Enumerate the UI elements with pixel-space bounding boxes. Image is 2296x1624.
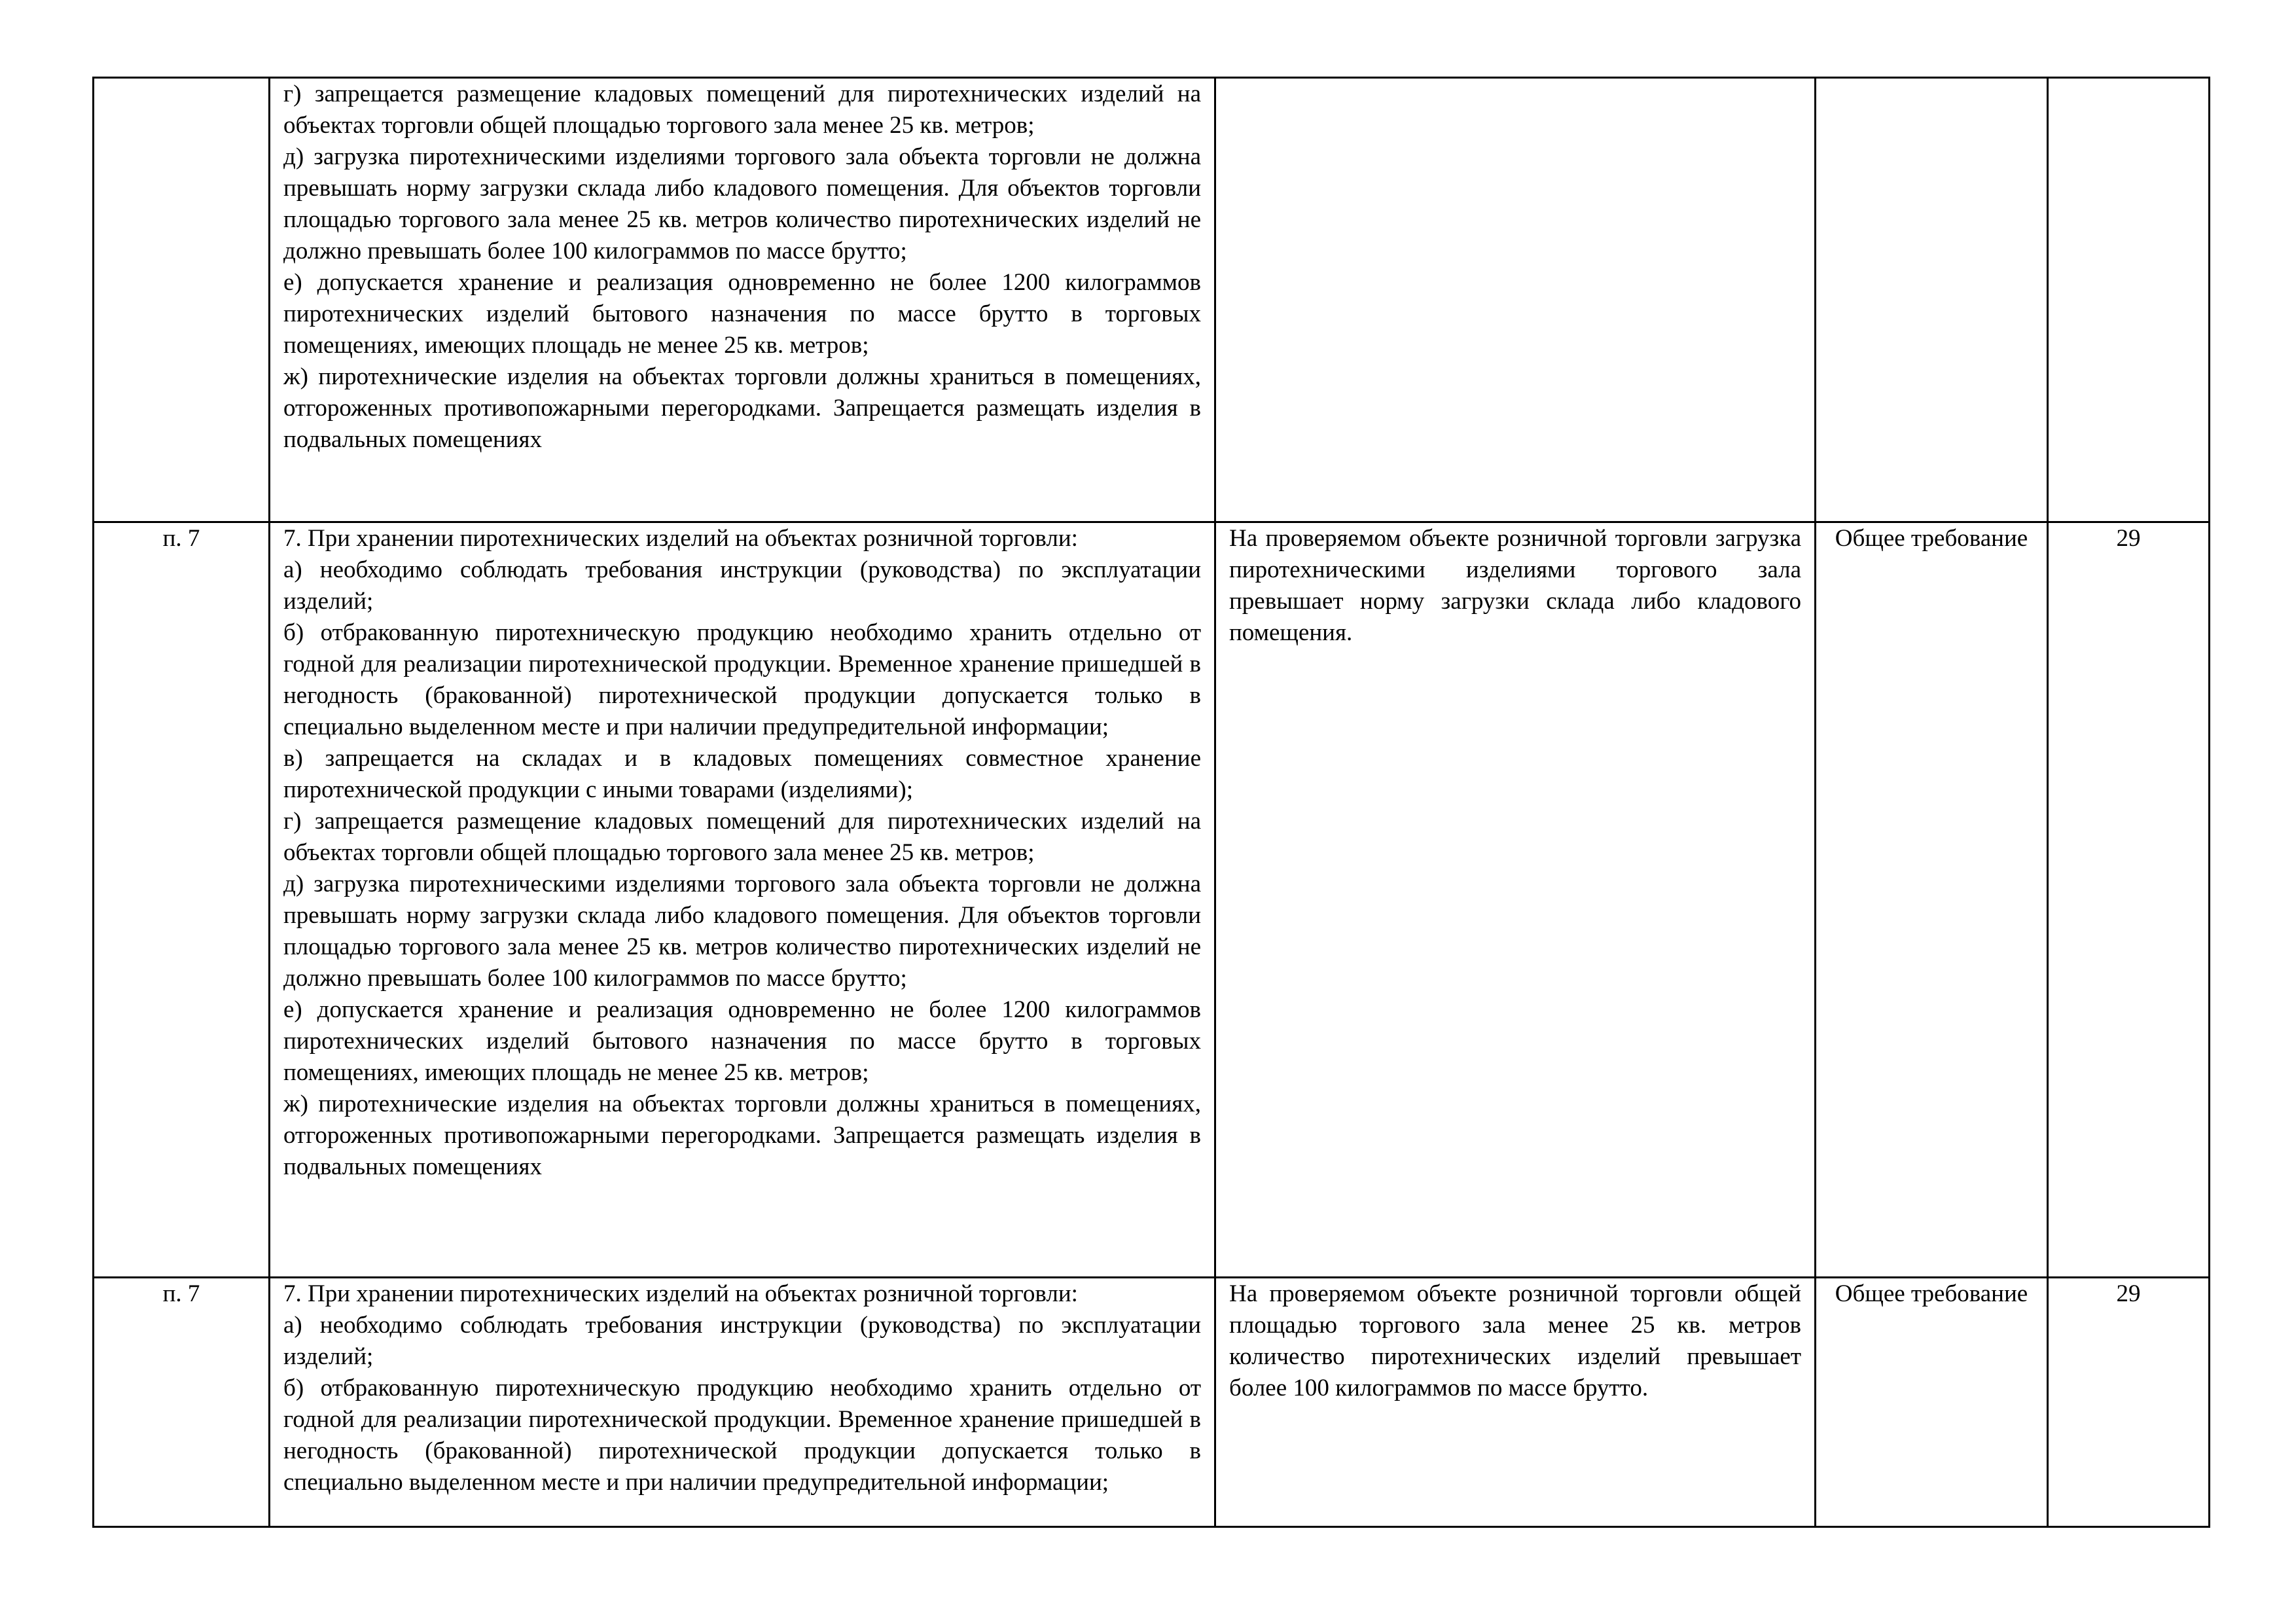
requirement-line: г) запрещается размещение кладовых помещений для пиротехнических изделий на объектах торговли общей площадью торгового зала менее 25 кв. метров; bbox=[283, 808, 1201, 866]
requirement-line: а) необходимо соблюдать требования инструкции (руководства) по эксплуатации изделий; bbox=[283, 1312, 1201, 1370]
requirement-type-cell: Общее требование bbox=[1816, 1278, 2048, 1527]
requirements-table bbox=[92, 77, 2210, 1528]
requirement-line: 7. При хранении пиротехнических изделий на объектах розничной торговли: bbox=[283, 1280, 1078, 1307]
requirement-text-cell bbox=[270, 522, 1215, 1278]
requirement-line: д) загрузка пиротехническими изделиями торгового зала объекта торговли не должна превышать норму загрузки склада либо кладового помещения. Для объектов торговли площадью торгового зала менее 25 кв. метров количество пиротехнических изделий не должно превышать более 100 килограммов по массе брутто; bbox=[283, 143, 1201, 264]
clause-ref-cell bbox=[94, 78, 270, 522]
requirement-line: 7. При хранении пиротехнических изделий на объектах розничной торговли: bbox=[283, 525, 1078, 552]
requirement-line: е) допускается хранение и реализация одновременно не более 1200 килограммов пиротехнических изделий бытового назначения по массе брутто в торговых помещениях, имеющих площадь не менее 25 кв. метров; bbox=[283, 996, 1201, 1086]
requirement-type-cell bbox=[1816, 78, 2048, 522]
requirement-line: д) загрузка пиротехническими изделиями торгового зала объекта торговли не должна превышать норму загрузки склада либо кладового помещения. Для объектов торговли площадью торгового зала менее 25 кв. метров количество пиротехнических изделий не должно превышать более 100 килограммов по массе брутто; bbox=[283, 871, 1201, 992]
requirement-line: ж) пиротехнические изделия на объектах торговли должны храниться в помещениях, отгороженных противопожарными перегородками. Запрещается размещать изделия в подвальных помещениях bbox=[283, 363, 1201, 453]
item-number-cell bbox=[2048, 78, 2210, 522]
item-number-cell: 29 bbox=[2048, 1278, 2210, 1527]
requirement-type-cell: Общее требование bbox=[1816, 522, 2048, 1278]
requirement-line: б) отбракованную пиротехническую продукцию необходимо хранить отдельно от годной для реализации пиротехнической продукции. Временное хранение пришедшей в негодность (бракованной) пиротехнической продукции допускается только в специально выделенном месте и при наличии предупредительной информации; bbox=[283, 619, 1201, 740]
requirement-line: б) отбракованную пиротехническую продукцию необходимо хранить отдельно от годной для реализации пиротехнической продукции. Временное хранение пришедшей в негодность (бракованной) пиротехнической продукции допускается только в специально выделенном месте и при наличии предупредительной информации; bbox=[283, 1375, 1201, 1496]
clause-ref-cell: п. 7 bbox=[94, 522, 270, 1278]
table-row bbox=[94, 522, 2210, 1278]
requirement-line: е) допускается хранение и реализация одновременно не более 1200 килограммов пиротехнических изделий бытового назначения по массе брутто в торговых помещениях, имеющих площадь не менее 25 кв. метров; bbox=[283, 269, 1201, 359]
item-number-cell: 29 bbox=[2048, 522, 2210, 1278]
violation-finding-cell bbox=[1215, 78, 1816, 522]
requirement-line: а) необходимо соблюдать требования инструкции (руководства) по эксплуатации изделий; bbox=[283, 556, 1201, 615]
violation-finding-cell: На проверяемом объекте розничной торговли загрузка пиротехническими изделиями торгового зала превышает норму загрузки склада либо кладового помещения. bbox=[1215, 522, 1816, 1278]
table-row bbox=[94, 1278, 2210, 1527]
requirement-text-cell bbox=[270, 78, 1215, 522]
clause-ref-cell: п. 7 bbox=[94, 1278, 270, 1527]
requirement-text-cell bbox=[270, 1278, 1215, 1527]
requirement-line: в) запрещается на складах и в кладовых помещениях совместное хранение пиротехнической продукции с иными товарами (изделиями); bbox=[283, 745, 1201, 803]
requirement-line: ж) пиротехнические изделия на объектах торговли должны храниться в помещениях, отгороженных противопожарными перегородками. Запрещается размещать изделия в подвальных помещениях bbox=[283, 1091, 1201, 1180]
requirement-line: г) запрещается размещение кладовых помещений для пиротехнических изделий на объектах торговли общей площадью торгового зала менее 25 кв. метров; bbox=[283, 81, 1201, 139]
table-row bbox=[94, 78, 2210, 522]
violation-finding-cell: На проверяемом объекте розничной торговли общей площадью торгового зала менее 25 кв. метров количество пиротехнических изделий превышает более 100 килограммов по массе брутто. bbox=[1215, 1278, 1816, 1527]
